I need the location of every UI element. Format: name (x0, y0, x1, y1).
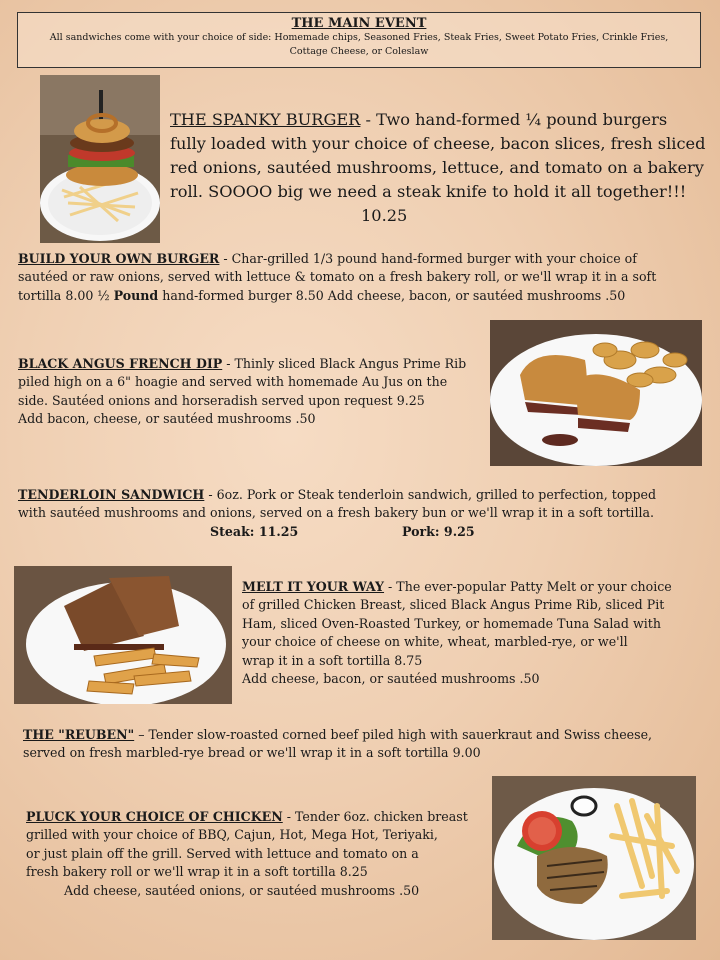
item-desc: with sautéed mushrooms and onions, served on a fresh bakery bun or we'll wrap it in a soft tortilla. (18, 505, 655, 521)
item-desc: tortilla 8.00 ½ (18, 287, 114, 303)
item-name: THE SPANKY BURGER (170, 110, 361, 129)
item-desc: - 6oz. Pork or Steak tenderloin sandwich, grilled to perfection, topped (204, 487, 657, 502)
item-desc: Add cheese, bacon, or sautéed mushrooms .50 (242, 671, 540, 687)
menu-section-title: THE MAIN EVENT (291, 16, 427, 31)
item-desc: fresh bakery roll or we'll wrap it in a soft tortilla 8.25 (26, 864, 368, 880)
steak-price: Steak: 11.25 (210, 523, 299, 539)
item-reuben (23, 726, 713, 763)
item-spanky-burger (170, 108, 706, 228)
item-name: BLACK ANGUS FRENCH DIP (18, 356, 223, 371)
item-price: 10.25 (361, 206, 408, 225)
item-desc: or just plain off the grill. Served with lettuce and tomato on a (26, 845, 419, 861)
item-desc: - Char-grilled 1/3 pound hand-formed burger with your choice of (219, 251, 637, 266)
item-name: THE "REUBEN" (23, 727, 135, 742)
item-desc: wrap it in a soft tortilla 8.75 (242, 652, 423, 668)
item-desc: fully loaded with your choice of cheese, bacon slices, fresh sliced (170, 134, 706, 153)
item-pluck-your-choice-chicken (26, 808, 488, 900)
item-desc: served on fresh marbled-rye bread or we'll wrap it in a soft tortilla 9.00 (23, 745, 481, 761)
item-desc: - Tender 6oz. chicken breast (282, 809, 468, 824)
item-name: MELT IT YOUR WAY (242, 579, 385, 594)
item-desc: - The ever-popular Patty Melt or your choice (384, 579, 672, 594)
item-desc: sautéed or raw onions, served with lettuce & tomato on a fresh bakery roll, or we'll wrap it in a soft (18, 269, 657, 285)
item-desc: - Two hand-formed ¼ pound burgers (360, 110, 668, 129)
item-name: TENDERLOIN SANDWICH (18, 487, 205, 502)
item-desc: of grilled Chicken Breast, sliced Black Angus Prime Rib, sliced Pit (242, 597, 665, 613)
item-tenderloin-sandwich (18, 486, 708, 541)
item-desc: red onions, sautéed mushrooms, lettuce, and tomato on a bakery (170, 158, 704, 177)
item-desc: roll. SOOOO big we need a steak knife to hold it all together!!! (170, 182, 687, 201)
spanky-burger-photo (40, 75, 160, 243)
item-desc: hand-formed burger 8.50 Add cheese, bacon, or sautéed mushrooms .50 (158, 287, 626, 303)
main-event-header (17, 12, 701, 68)
item-desc: - Thinly sliced Black Angus Prime Rib (222, 356, 467, 371)
item-build-your-own-burger (18, 250, 708, 305)
item-french-dip (18, 355, 488, 429)
french-dip-photo (490, 320, 702, 466)
item-name: PLUCK YOUR CHOICE OF CHICKEN (26, 809, 283, 824)
item-desc: Add bacon, cheese, or sautéed mushrooms .50 (18, 411, 316, 427)
item-desc: – Tender slow-roasted corned beef piled high with sauerkraut and Swiss cheese, (134, 727, 653, 742)
patty-melt-photo (14, 566, 232, 704)
item-desc: Add cheese, sautéed onions, or sautéed mushrooms .50 (64, 882, 420, 898)
item-melt-it-your-way (242, 578, 712, 688)
item-desc: your choice of cheese on white, wheat, marbled-rye, or we'll (242, 634, 628, 650)
side-choices-note: All sandwiches come with your choice of side: Homemade chips, Seasoned Fries, Steak Fries, Sweet Potato Fries, Crinkle Fries, Cottage Cheese, or Coleslaw (49, 32, 669, 57)
item-desc: side. Sautéed onions and horseradish served upon request 9.25 (18, 392, 425, 408)
item-desc: grilled with your choice of BBQ, Cajun, Hot, Mega Hot, Teriyaki, (26, 827, 438, 843)
item-desc: Ham, sliced Oven-Roasted Turkey, or homemade Tuna Salad with (242, 615, 661, 631)
item-name: BUILD YOUR OWN BURGER (18, 251, 220, 266)
item-desc-bold: Pound (113, 287, 159, 303)
pork-price: Pork: 9.25 (402, 523, 475, 539)
chicken-sandwich-photo (492, 776, 696, 940)
item-desc: piled high on a 6" hoagie and served with homemade Au Jus on the (18, 374, 448, 390)
